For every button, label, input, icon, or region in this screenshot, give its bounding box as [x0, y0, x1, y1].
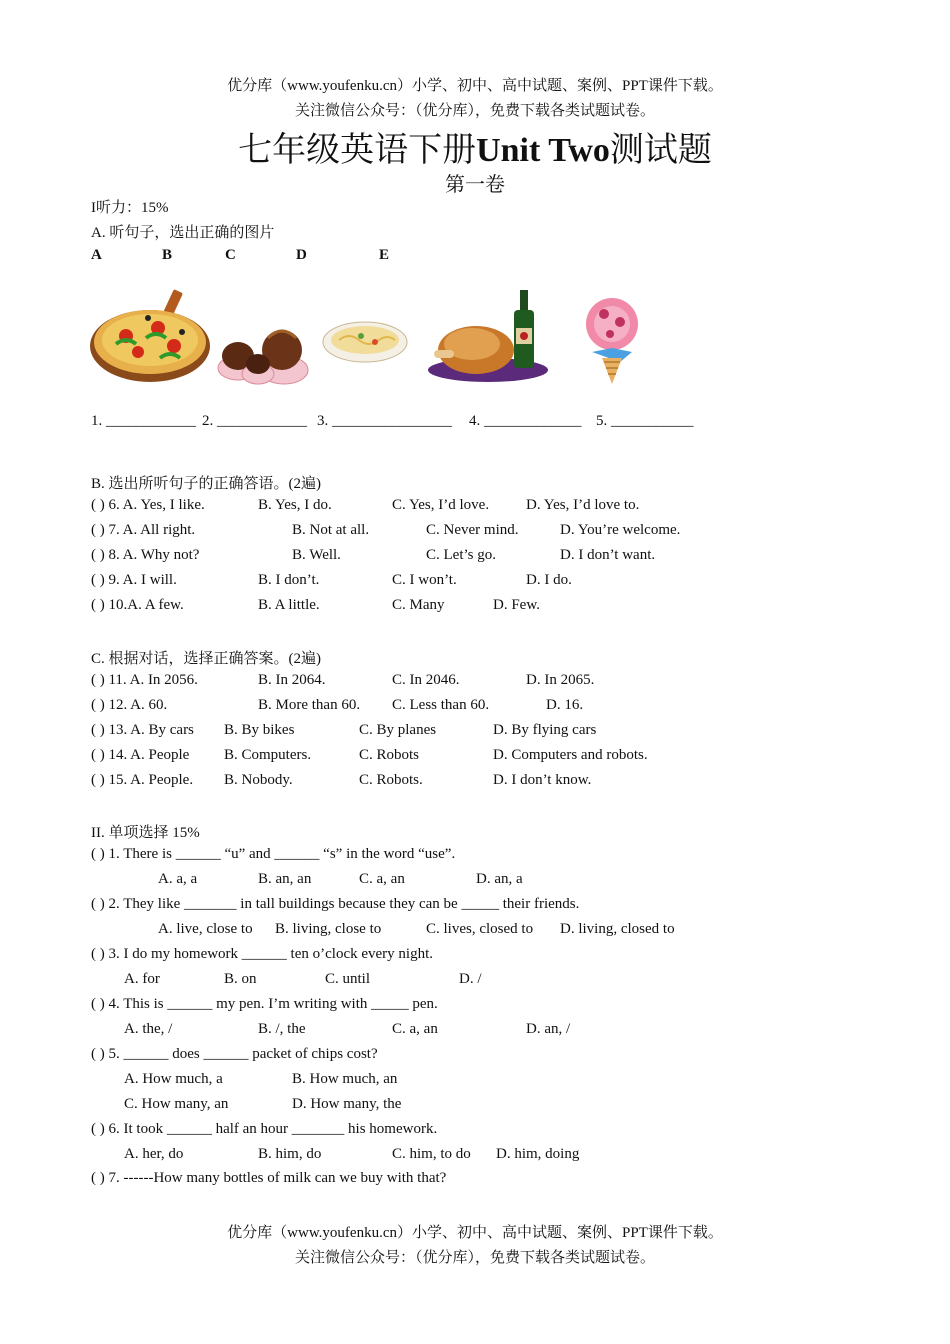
option-d: D. an, a [476, 871, 523, 887]
option-b: B. A little. [258, 597, 320, 613]
option-c: C. him, to do [392, 1146, 471, 1162]
section2-heading: II. 单项选择 15% [91, 825, 200, 841]
footer-line-2: 关注微信公众号：（优分库），免费下载各类试题试卷。 [294, 1250, 655, 1266]
s2-question-3-stem: ( ) 3. I do my homework ______ ten o’clock every night. [91, 946, 434, 962]
picture-label-e: E [379, 247, 390, 263]
option-d: D. You’re welcome. [560, 522, 681, 538]
ice-cream-cone-image [582, 292, 642, 388]
question-9-stem: ( ) 9. A. I will. [91, 572, 177, 588]
option-d: D. How many, the [292, 1096, 402, 1112]
question-11-stem: ( ) 11. A. In 2056. [91, 672, 198, 688]
option-b: B. living, close to [275, 921, 382, 937]
blank-4[interactable]: 4. _____________ [469, 413, 582, 429]
option-b: B. Yes, I do. [258, 497, 332, 513]
option-d: D. Computers and robots. [493, 747, 648, 763]
header-line-2: 关注微信公众号：（优分库），免费下载各类试题试卷。 [294, 103, 655, 119]
question-row-7 [91, 522, 950, 544]
title-unit: Unit Two [476, 132, 610, 169]
question-row-8 [91, 547, 950, 569]
s2-question-4-options [91, 1021, 950, 1043]
blank-2[interactable]: 2. ____________ [202, 413, 307, 429]
picture-label-c: C [225, 247, 236, 263]
question-row-11 [91, 672, 950, 694]
picture-label-a: A [91, 247, 102, 263]
option-c: C. I won’t. [392, 572, 457, 588]
option-c: C. Let’s go. [426, 547, 496, 563]
partB-instruction: B. 选出所听句子的正确答语。(2遍) [91, 476, 321, 492]
option-d: D. I don’t want. [560, 547, 656, 563]
option-c: C. Less than 60. [392, 697, 490, 713]
option-d: D. By flying cars [493, 722, 597, 738]
option-b: B. him, do [258, 1146, 322, 1162]
option-c: C. Yes, I’d love. [392, 497, 490, 513]
option-b: B. How much, an [292, 1071, 398, 1087]
question-row-9 [91, 572, 950, 594]
s2-question-5-options-2 [91, 1096, 950, 1118]
option-c: C. Never mind. [426, 522, 519, 538]
partA-instruction: A. 听句子，选出正确的图片 [91, 225, 275, 241]
question-15-stem: ( ) 15. A. People. [91, 772, 194, 788]
option-a: A. live, close to [158, 921, 253, 937]
s2-question-4-stem: ( ) 4. This is ______ my pen. I’m writing with _____ pen. [91, 996, 438, 1012]
option-a: A. a, a [158, 871, 198, 887]
pizza-image [88, 288, 214, 388]
picture-label-b: B [162, 247, 173, 263]
s2-question-6-options [91, 1146, 950, 1168]
s2-question-5-options-1 [91, 1071, 950, 1093]
option-d: D. / [459, 971, 482, 987]
option-b: B. I don’t. [258, 572, 320, 588]
noodle-bowl-image [321, 318, 411, 368]
chocolate-cakes-image [212, 318, 312, 388]
option-c: C. How many, an [124, 1096, 229, 1112]
option-c: C. Many [392, 597, 445, 613]
option-d: D. In 2065. [526, 672, 595, 688]
question-row-14 [91, 747, 950, 769]
option-b: B. Computers. [224, 747, 312, 763]
option-c: C. until [325, 971, 371, 987]
question-12-stem: ( ) 12. A. 60. [91, 697, 168, 713]
option-b: B. on [224, 971, 257, 987]
question-13-stem: ( ) 13. A. By cars [91, 722, 194, 738]
s2-question-6-stem: ( ) 6. It took ______ half an hour _______ his homework. [91, 1121, 438, 1137]
option-c: C. By planes [359, 722, 437, 738]
question-row-12 [91, 697, 950, 719]
option-b: B. More than 60. [258, 697, 361, 713]
option-c: C. a, an [392, 1021, 438, 1037]
option-d: D. 16. [546, 697, 584, 713]
option-d: D. Yes, I’d love to. [526, 497, 640, 513]
partA-blanks [91, 413, 950, 435]
section1-heading: I听力：15% [91, 200, 169, 216]
option-c: C. Robots. [359, 772, 423, 788]
blank-3[interactable]: 3. ________________ [317, 413, 452, 429]
question-8-stem: ( ) 8. A. Why not? [91, 547, 200, 563]
title-cn-1: 七年级英语下册 [238, 132, 477, 169]
picture-label-d: D [296, 247, 307, 263]
s2-question-1-stem: ( ) 1. There is ______ “u” and ______ “s” in the word “use”. [91, 846, 456, 862]
partC-instruction: C. 根据对话，选择正确答案。(2遍) [91, 651, 321, 667]
page-subtitle: 第一卷 [445, 174, 505, 196]
option-d: D. Few. [493, 597, 540, 613]
s2-question-7-stem: ( ) 7. ------How many bottles of milk can we buy with that? [91, 1170, 447, 1186]
option-d: D. I do. [526, 572, 572, 588]
option-b: B. By bikes [224, 722, 295, 738]
option-b: B. In 2064. [258, 672, 326, 688]
footer-line-1: 优分库（www.youfenku.cn）小学、初中、高中试题、案例、PPT课件下载。 [227, 1225, 723, 1241]
option-d: D. living, closed to [560, 921, 675, 937]
option-a: A. for [124, 971, 160, 987]
question-6-stem: ( ) 6. A. Yes, I like. [91, 497, 205, 513]
title-cn-2: 测试题 [609, 132, 712, 169]
roast-turkey-image [428, 288, 552, 386]
blank-1[interactable]: 1. ____________ [91, 413, 196, 429]
option-a: A. her, do [124, 1146, 184, 1162]
option-a: A. How much, a [124, 1071, 223, 1087]
question-row-10 [91, 597, 950, 619]
option-c: C. Robots [359, 747, 420, 763]
option-c: C. a, an [359, 871, 405, 887]
page-title [0, 122, 950, 171]
s2-question-2-stem: ( ) 2. They like _______ in tall buildings because they can be _____ their friends. [91, 896, 580, 912]
option-a: A. the, / [124, 1021, 173, 1037]
option-c: C. In 2046. [392, 672, 460, 688]
option-d: D. I don’t know. [493, 772, 592, 788]
option-b: B. an, an [258, 871, 312, 887]
option-b: B. Not at all. [292, 522, 370, 538]
option-c: C. lives, closed to [426, 921, 534, 937]
question-row-6 [91, 497, 950, 519]
option-b: B. /, the [258, 1021, 306, 1037]
s2-question-3-options [91, 971, 950, 993]
question-row-15 [91, 772, 950, 794]
question-10-stem: ( ) 10.A. A few. [91, 597, 184, 613]
question-14-stem: ( ) 14. A. People [91, 747, 190, 763]
blank-5[interactable]: 5. ___________ [596, 413, 694, 429]
s2-question-1-options [91, 871, 950, 893]
option-b: B. Nobody. [224, 772, 293, 788]
option-d: D. him, doing [496, 1146, 580, 1162]
header-line-1: 优分库（www.youfenku.cn）小学、初中、高中试题、案例、PPT课件下载。 [227, 78, 723, 94]
s2-question-2-options [91, 921, 950, 943]
question-7-stem: ( ) 7. A. All right. [91, 522, 196, 538]
option-b: B. Well. [292, 547, 341, 563]
question-row-13 [91, 722, 950, 744]
s2-question-5-stem: ( ) 5. ______ does ______ packet of chips cost? [91, 1046, 378, 1062]
option-d: D. an, / [526, 1021, 571, 1037]
